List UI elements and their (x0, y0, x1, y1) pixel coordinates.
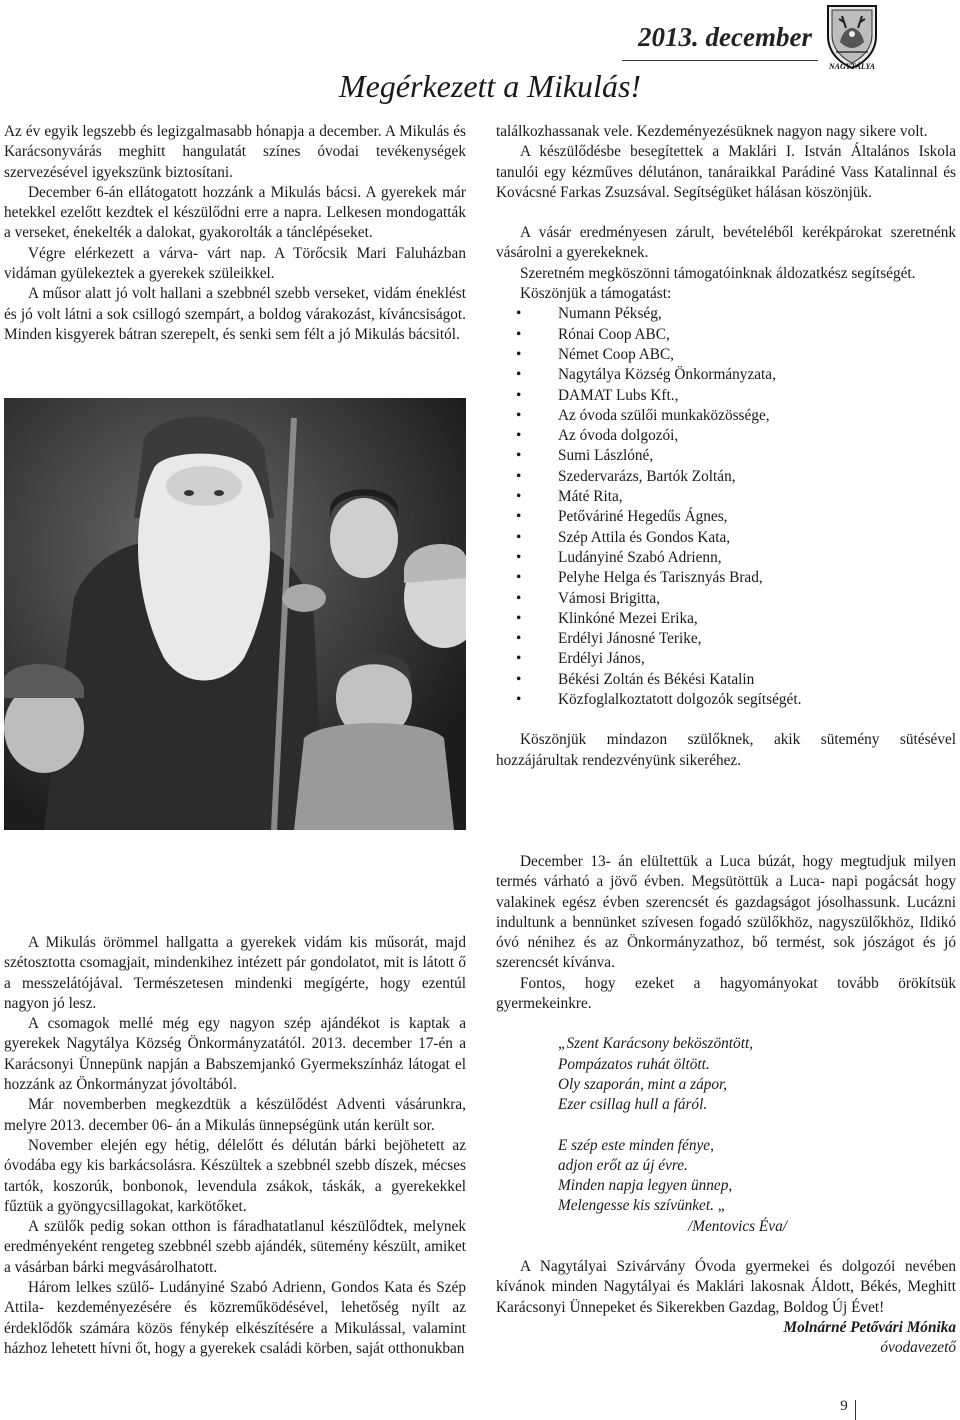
issue-date: 2013. december (638, 22, 812, 52)
poem-line: Ezer csillag hull a fáról. (558, 1096, 708, 1114)
list-item: • Klinkóné Mezei Erika, (496, 609, 956, 629)
right-column-top (496, 122, 956, 771)
poem-line: E szép este minden fénye, (558, 1136, 714, 1154)
list-item: • Erdélyi János, (496, 649, 956, 669)
list-item: • Szép Attila és Gondos Kata, (496, 528, 956, 548)
poem-author: /Mentovics Éva/ (688, 1217, 787, 1235)
list-item: • Békési Zoltán és Békési Katalin (496, 670, 956, 690)
right-column-bottom (496, 852, 956, 1359)
supporters-list (496, 304, 956, 710)
poem-line: adjon erőt az új évre. (558, 1156, 688, 1174)
paragraph: A szülők pedig sokan otthon is fáradhatatlanul készülődtek, melynek eredményeként rengeteg szebbnél szebb ajándék, sütemény készült, amiket a vásárban bárki megvásárolhatott. (4, 1218, 466, 1276)
page-number-rule (855, 1400, 856, 1420)
list-item: • Német Coop ABC, (496, 345, 956, 365)
paragraph: Szeretném megköszönni támogatóinknak áldozatkész segítségét. (520, 264, 916, 282)
paragraph: A Nagytályai Szivárvány Óvoda gyermekei és dolgozói nevében kívánok minden Nagytályai és Maklári lakosnak Áldott, Békés, Meghitt Karácsonyi Ünnepeket és Sikerekben Gazdag, Boldog Új Évet! (496, 1258, 956, 1316)
santa-with-children-photo (4, 398, 466, 830)
poem-line: Pompázatos ruhát öltött. (558, 1055, 710, 1073)
paragraph: találkozhassanak vele. Kezdeményezésüknek nagyon nagy sikere volt. (496, 123, 928, 140)
village-crest-icon (822, 2, 882, 70)
list-item: • Petőváriné Hegedűs Ágnes, (496, 507, 956, 527)
left-column-bottom (4, 933, 466, 1359)
paragraph: A műsor alatt jó volt hallani a szebbnél szebb verseket, vidám éneklést és jó volt látni a sok csillogó szempárt, a boldog várakozást, kíváncsiságot. Minden kisgyerek bátran szerepelt, és senki sem félt a jó Mikulás bácsitól. (4, 285, 466, 343)
list-item: • Nagytálya Község Önkormányzata, (496, 365, 956, 385)
list-item: • Pelyhe Helga és Tarisznyás Brad, (496, 568, 956, 588)
list-item: • Rónai Coop ABC, (496, 325, 956, 345)
left-column-top (4, 122, 466, 345)
paragraph: A Mikulás örömmel hallgatta a gyerekek vidám kis műsorát, majd szétosztotta csomagjait, mindenkihez intézett pár gondolatot, mit is látott ő a messzelátójával. Természetesen mindenki megígérte, hogy ezentúl nagyon jó lesz. (4, 934, 466, 1012)
list-item: • DAMAT Lubs Kft., (496, 386, 956, 406)
article-title: Megérkezett a Mikulás! (338, 68, 642, 104)
paragraph: A vásár eredményesen zárult, bevételéből kerékpárokat szeretnénk vásárolni a gyerekeknek. (496, 224, 956, 262)
list-item: • Közfoglalkoztatott dolgozók segítségét. (496, 690, 956, 710)
list-item: • Ludányiné Szabó Adrienn, (496, 548, 956, 568)
poem-line: Oly szaporán, mint a zápor, (558, 1075, 728, 1093)
paragraph: Végre elérkezett a várva- várt nap. A Törőcsik Mari Faluházban vidáman gyülekeztek a gyerekek szüleikkel. (4, 244, 466, 283)
signature-role: óvodavezető (880, 1339, 956, 1357)
list-item: • Sumi Lászlóné, (496, 446, 956, 466)
poem-line: „Szent Karácsony beköszöntött, (558, 1035, 754, 1053)
signature-name: Molnárné Petővári Mónika (783, 1318, 956, 1336)
paragraph: Három lelkes szülő- Ludányiné Szabó Adrienn, Gondos Kata és Szép Attila- kezdeményezésére és közreműködésével, lehetőség nyílt az érdeklődők számára közös fénykép elkészítésére a Mikulással, valamint házhoz lehetett hívni őt, hogy a gyerekek családi körben, saját otthonukban (4, 1279, 466, 1357)
paragraph: Az év egyik legszebb és legizgalmasabb hónapja a december. A Mikulás és Karácsonyvárás meghitt hangulatát színes óvodai tevékenységek szervezésével igyekszünk biztosítani. (4, 123, 466, 181)
list-item: • Numann Pékség, (496, 304, 956, 324)
list-item: • Az óvoda szülői munkaközössége, (496, 406, 956, 426)
paragraph: A csomagok mellé még egy nagyon szép ajándékot is kaptak a gyerekek Nagytálya Község Önkormányzatától. 2013. december 17-én a Karácsonyi Ünnepünk napján a Babszemjankó Gyermekszínház látogat el hozzánk az Önkormányzat jóvoltából. (4, 1015, 466, 1094)
paragraph: November elején egy hétig, délelőtt és délután bárki bejöhetett az óvodába egy kis barkácsolásra. Készültek a szebbnél szebb díszek, mécses tartók, koszorúk, bonbonok, levendula zsákok, táskák, a gyerekekkel fűztük a gyöngycsillagokat, karkötőket. (4, 1136, 466, 1215)
paragraph: December 6-án ellátogatott hozzánk a Mikulás bácsi. A gyerekek már hetekkel ezelőtt kezdtek el készülődni erre a napra. Lelkesen mondogatták a verseket, énekelték a dalokat, gyakorolták a tánclépéseket. (4, 183, 466, 242)
paragraph: Fontos, hogy ezeket a hagyományokat tovább örökítsük gyermekeinkre. (496, 974, 956, 1013)
list-item: • Vámosi Brigitta, (496, 589, 956, 609)
paragraph: A készülődésbe besegítettek a Maklári I. István Általános Iskola tanulói egy kézműves délutánon, tanáraikkal Parádiné Vass Katalinnal és Kovácsné Farkas Zsuzsával. Segítségüket hálásan köszönjük. (496, 143, 956, 201)
poem-line: Minden napja legyen ünnep, (558, 1177, 733, 1195)
header-rule (622, 60, 818, 61)
paragraph: December 13- án elültettük a Luca búzát, hogy megtudjuk milyen termés várható a jövő évben. Megsütöttük a Luca- napi pogácsát hogy valakinek egész évben szerencsét és gazdagságot jósolhassunk. Lucázni indultunk a bennünket szívesen fogadó szülőkhöz, nagyszülőkhöz, Ildikó óvó nénihez és az Önkormányzathoz, bő termést, sok jószágot és jó szerencsét kívánva. (496, 853, 956, 972)
page-number: 9 (840, 1398, 848, 1414)
list-item: • Máté Rita, (496, 487, 956, 507)
poem-line: Melengesse kis szívünket. „ (558, 1197, 727, 1215)
crest-label: NAGYTÁLYA (828, 62, 876, 71)
poem (496, 1034, 956, 1237)
supporters-intro: Köszönjük a támogatást: (520, 285, 672, 303)
list-item: • Erdélyi Jánosné Terike, (496, 629, 956, 649)
paragraph: Már novemberben megkezdtük a készülődést Adventi vásárunkra, melyre 2013. december 06- án a Mikulás ünnepségünk után került sor. (4, 1096, 466, 1134)
paragraph: Köszönjük mindazon szülőknek, akik sütemény sütésével hozzájárultak rendezvényünk sikeréhez. (496, 731, 956, 769)
list-item: • Az óvoda dolgozói, (496, 426, 956, 446)
list-item: • Szedervarázs, Bartók Zoltán, (496, 467, 956, 487)
